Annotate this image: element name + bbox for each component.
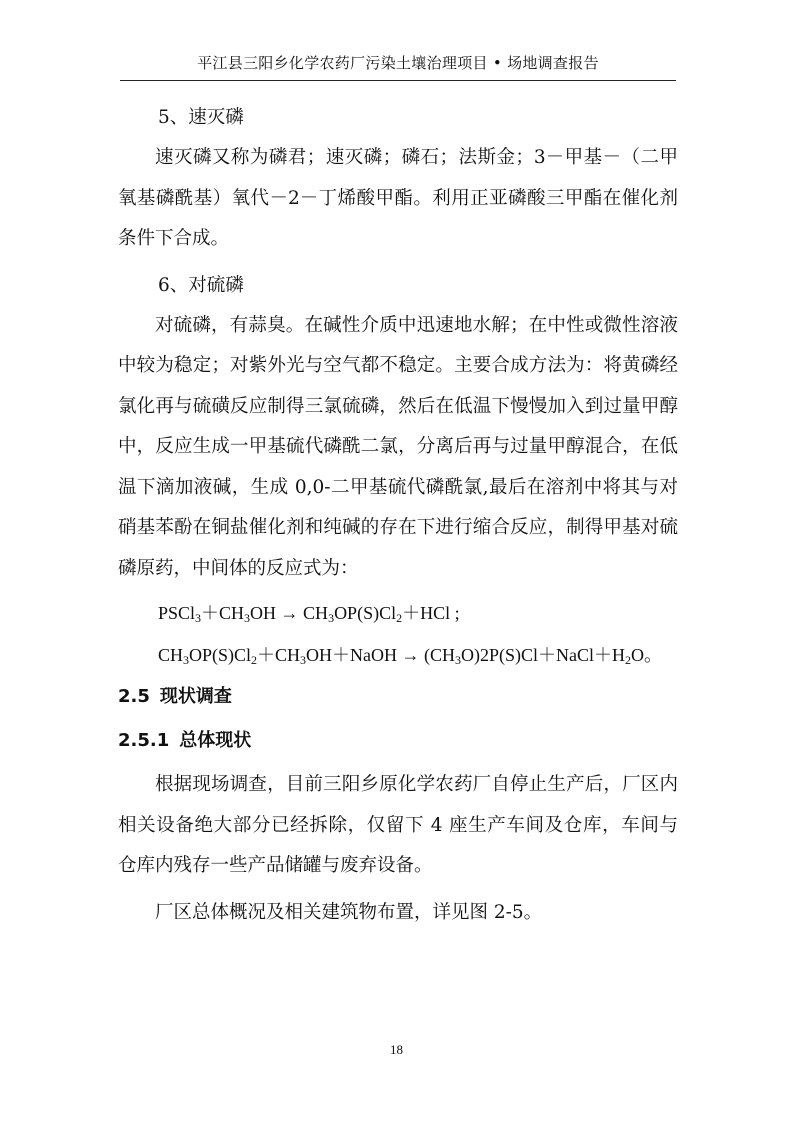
running-header: 平江县三阳乡化学农药厂污染土壤治理项目 • 场地调查报告	[197, 54, 599, 72]
reaction-arrow-icon: →	[401, 645, 420, 665]
section-heading-2-5	[118, 677, 678, 717]
formula-subscript: 2	[625, 653, 632, 667]
formula-subscript: 2	[396, 611, 403, 625]
formula-subscript: 3	[328, 611, 335, 625]
formula-part: ＋CH	[257, 645, 301, 665]
formula-part: PSCl	[158, 603, 196, 623]
section-heading-2-5-1	[118, 721, 678, 761]
formula-subscript: 3	[195, 611, 202, 625]
reaction-arrow-icon: →	[280, 603, 299, 623]
formula-part: O)2P(S)Cl＋NaCl＋H	[461, 645, 626, 665]
header-divider	[120, 80, 676, 81]
section-title: 总体现状	[179, 730, 252, 751]
formula-part: OH＋NaOH	[306, 645, 402, 665]
formula-subscript: 3	[183, 653, 190, 667]
formula-part: CH	[298, 603, 329, 623]
paragraph-item-6: 对硫磷，有蒜臭。在碱性介质中迅速地水解；在中性或微性溶液中较为稳定；对紫外光与空气都不稳定。主要合成方法为：将黄磷经氯化再与硫磺反应制得三氯硫磷，然后在低温下慢慢加入到过量甲醇中，反应生成一甲基硫代磷酰二氯，分离后再与过量甲醇混合，在低温下滴加液碱，生成 0,0-二甲基硫代磷酰氯,最后在溶剂中将其与对硝基苯酚在铜盐催化剂和纯碱的存在下进行缩合反应，制得甲基对硫磷原药，中间体的反应式为：	[118, 314, 678, 579]
section-title: 现状调查	[159, 686, 232, 707]
formula-part: ＋CH	[201, 603, 245, 623]
section-number: 2.5	[118, 686, 150, 707]
formula-subscript: 2	[251, 653, 258, 667]
paragraph-site-overview: 厂区总体概况及相关建筑物布置，详见图 2-5。	[155, 901, 543, 923]
paragraph-item-5: 速灭磷又称为磷君；速灭磷；磷石；法斯金；3－甲基－（二甲氧基磷酰基）氧代－2－丁烯酸甲酯。利用正亚磷酸三甲酯在催化剂条件下合成。	[118, 147, 678, 249]
formula-subscript: 3	[244, 611, 251, 625]
formula-part: O。	[631, 645, 663, 665]
formula-subscript: 3	[455, 653, 462, 667]
formula-subscript: 3	[300, 653, 307, 667]
item-heading-6: 6、对硫磷	[158, 274, 244, 296]
formula-part: CH	[158, 645, 184, 665]
formula-part: (CH	[419, 645, 456, 665]
reaction-formula-2	[118, 635, 678, 675]
formula-part: OH	[250, 603, 281, 623]
reaction-formula-1	[118, 593, 678, 633]
formula-part: OP(S)Cl	[334, 603, 397, 623]
document-body	[118, 96, 678, 933]
paragraph-current-status: 根据现场调查，目前三阳乡原化学农药厂自停止生产后，厂区内相关设备绝大部分已经拆除，仅留下 4 座生产车间及仓库，车间与仓库内残存一些产品储罐与废弃设备。	[118, 774, 678, 876]
item-heading-5: 5、速灭磷	[158, 107, 244, 128]
formula-part: OP(S)Cl	[189, 645, 252, 665]
section-number: 2.5.1	[118, 730, 170, 751]
page-number: 18	[390, 1042, 403, 1057]
formula-part: ＋HCl ;	[402, 603, 460, 623]
